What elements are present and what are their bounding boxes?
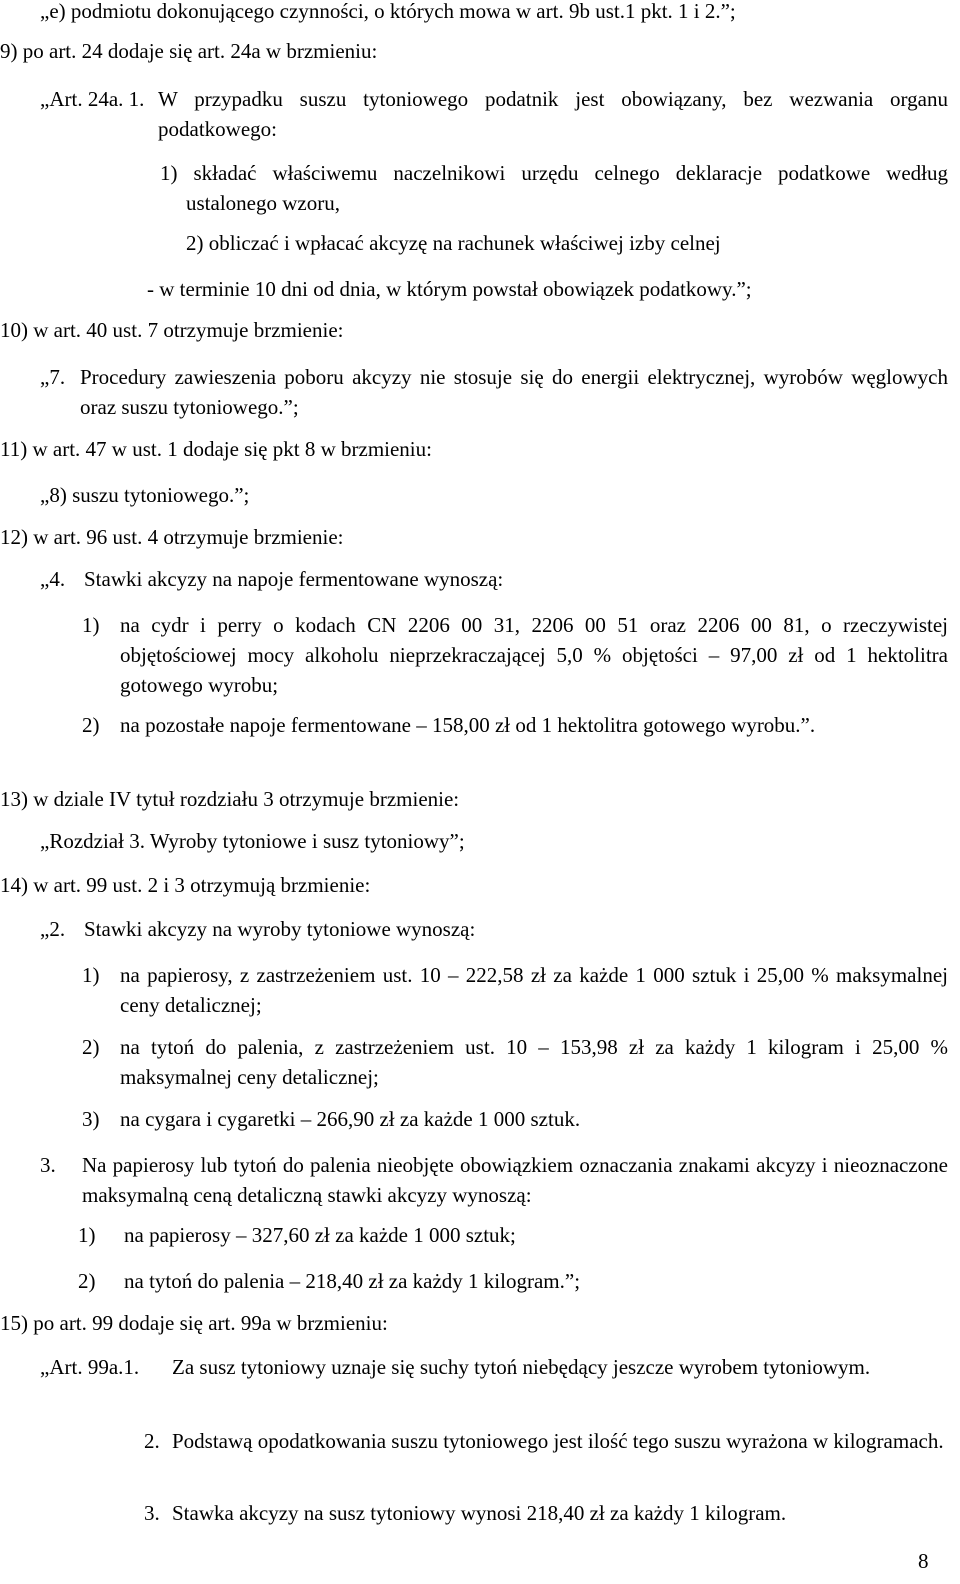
art40-label: „7. xyxy=(40,365,66,389)
art99-2-text: Stawki akcyzy na wyroby tytoniowe wynoszą: xyxy=(84,917,476,941)
art99-3-p1-text: na papierosy – 327,60 zł za każde 1 000 sztuk; xyxy=(124,1223,516,1247)
art99a-3-text: Stawka akcyzy na susz tytoniowy wynosi 218,40 zł za każdy 1 kilogram. xyxy=(172,1501,787,1525)
art99a-3-label: 3. xyxy=(144,1501,160,1525)
amendment-item-14: 14) w art. 99 ust. 2 i 3 otrzymują brzmienie: xyxy=(0,873,371,897)
art99-2-p3-number: 3) xyxy=(82,1107,100,1131)
art47-point-8: „8) suszu tytoniowego.”; xyxy=(40,483,250,507)
art99-2-label: „2. xyxy=(40,917,66,941)
amendment-item-12: 12) w art. 96 ust. 4 otrzymuje brzmienie: xyxy=(0,525,344,549)
art99-2-p1-number: 1) xyxy=(82,963,100,987)
art96-p1-number: 1) xyxy=(82,613,100,637)
art99-3-label: 3. xyxy=(40,1153,56,1177)
art24a-point-2: 2) obliczać i wpłacać akcyzę na rachunek właściwej izby celnej xyxy=(186,231,721,255)
art24a-point-1-text: 1) składać właściwemu naczelnikowi urzędu celnego deklaracje podatkowe według ustalonego wzoru, xyxy=(160,161,948,215)
art96-p1-text: na cydr i perry o kodach CN 2206 00 31, 2206 00 51 oraz 2206 00 81, o rzeczywistej objętościowej mocy alkoholu nieprzekraczającej 5,0 % objętości – 97,00 zł od 1 hektolitra gotowego wyrobu; xyxy=(120,613,948,697)
art99a-2-label: 2. xyxy=(144,1429,160,1453)
art99-2-p2-text: na tytoń do palenia, z zastrzeżeniem ust. 10 – 153,98 zł za każdy 1 kilogram i 25,00 % maksymalnej ceny detalicznej; xyxy=(120,1035,948,1089)
art99a-1-text: Za susz tytoniowy uznaje się suchy tytoń niebędący jeszcze wyrobem tytoniowym. xyxy=(172,1355,871,1379)
item-e: „e) podmiotu dokonującego czynności, o których mowa w art. 9b ust.1 pkt. 1 i 2.”; xyxy=(40,0,736,23)
art99-3-p2-number: 2) xyxy=(78,1269,96,1293)
art99a-2-text: Podstawą opodatkowania suszu tytoniowego jest ilość tego suszu wyrażona w kilogramach. xyxy=(172,1429,944,1453)
amendment-item-15: 15) po art. 99 dodaje się art. 99a w brzmieniu: xyxy=(0,1311,388,1335)
art96-p2-text: na pozostałe napoje fermentowane – 158,00 zł od 1 hektolitra gotowego wyrobu.”. xyxy=(120,713,816,737)
amendment-item-9: 9) po art. 24 dodaje się art. 24a w brzmieniu: xyxy=(0,39,378,63)
art24a-point-1 xyxy=(160,158,948,218)
art99-2-p3-text: na cygara i cygaretki – 266,90 zł za każde 1 000 sztuk. xyxy=(120,1107,581,1131)
art96-text: Stawki akcyzy na napoje fermentowane wynoszą: xyxy=(84,567,504,591)
art99-3-p2-text: na tytoń do palenia – 218,40 zł za każdy 1 kilogram.”; xyxy=(124,1269,581,1293)
amendment-item-13: 13) w dziale IV tytuł rozdziału 3 otrzymuje brzmienie: xyxy=(0,787,460,811)
art99-3-text: Na papierosy lub tytoń do palenia nieobjęte obowiązkiem oznaczania znakami akcyzy i nieoznaczone maksymalną ceną detaliczną stawki akcyzy wynoszą: xyxy=(82,1153,948,1207)
amendment-item-10: 10) w art. 40 ust. 7 otrzymuje brzmienie: xyxy=(0,318,344,342)
art99-3-p1-number: 1) xyxy=(78,1223,96,1247)
art24a-text: W przypadku suszu tytoniowego podatnik jest obowiązany, bez wezwania organu podatkowego: xyxy=(158,87,948,141)
art99a-label: „Art. 99a.1. xyxy=(40,1355,140,1379)
page-number: 8 xyxy=(918,1549,929,1573)
amendment-item-11: 11) w art. 47 w ust. 1 dodaje się pkt 8 w brzmieniu: xyxy=(0,437,432,461)
art24a-deadline: - w terminie 10 dni od dnia, w którym powstał obowiązek podatkowy.”; xyxy=(147,277,752,301)
art99-2-p2-number: 2) xyxy=(82,1035,100,1059)
art96-label: „4. xyxy=(40,567,66,591)
art24a-label: „Art. 24a. 1. xyxy=(40,87,145,111)
art96-p2-number: 2) xyxy=(82,713,100,737)
art40-text: Procedury zawieszenia poboru akcyzy nie stosuje się do energii elektrycznej, wyrobów węglowych oraz suszu tytoniowego.”; xyxy=(80,365,948,419)
art99-2-p1-text: na papierosy, z zastrzeżeniem ust. 10 – 222,58 zł za każde 1 000 sztuk i 25,00 % maksymalnej ceny detalicznej; xyxy=(120,963,948,1017)
chapter-3-title: „Rozdział 3. Wyroby tytoniowe i susz tytoniowy”; xyxy=(40,829,465,853)
